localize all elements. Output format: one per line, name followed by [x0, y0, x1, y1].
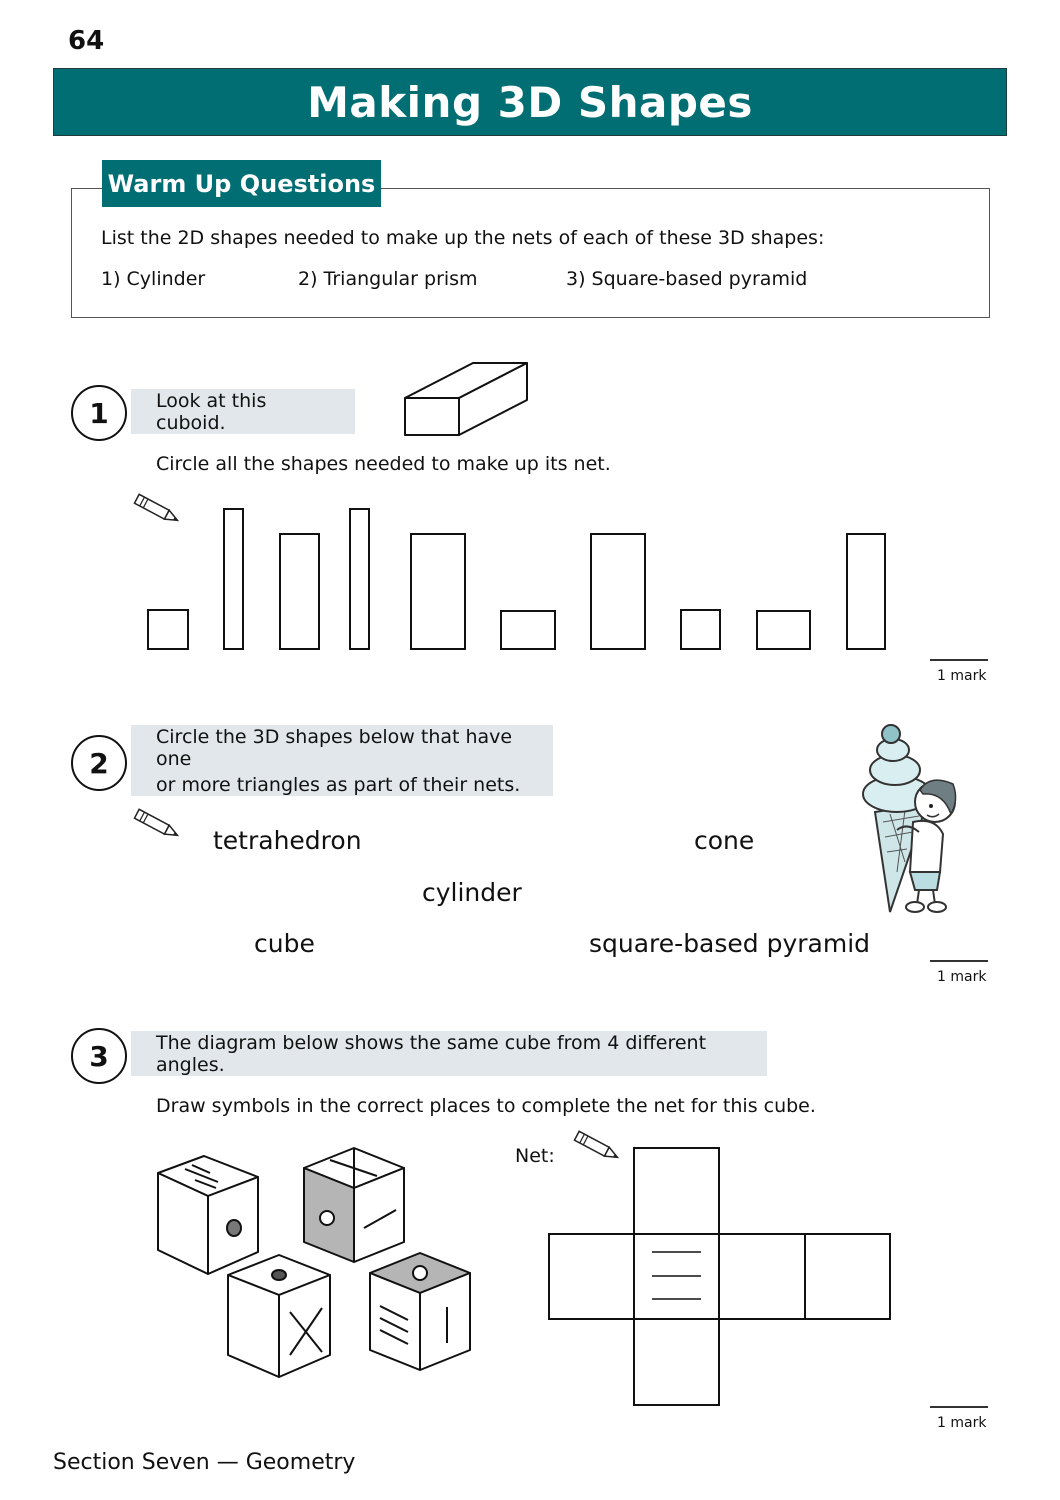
question-3-prompt-box [131, 1031, 767, 1076]
question-2-number: 2 [71, 735, 127, 791]
rect-option-9[interactable] [757, 611, 810, 649]
net-face-right[interactable] [719, 1234, 805, 1319]
rect-option-1[interactable] [148, 610, 188, 649]
mark-line [930, 659, 988, 661]
question-1-instruction: Circle all the shapes needed to make up its net. [156, 453, 611, 475]
net-face-bottom[interactable] [634, 1319, 719, 1405]
warm-up-heading: Warm Up Questions [107, 169, 376, 198]
rect-option-4[interactable] [350, 509, 369, 649]
shape-option-cube[interactable]: cube [254, 929, 315, 958]
net-face-top[interactable] [634, 1148, 719, 1234]
question-2-mark: 1 mark [937, 969, 987, 985]
cube-view-2 [304, 1148, 404, 1262]
question-3-prompt: The diagram below shows the same cube from 4 different angles. [156, 1031, 707, 1076]
cube-view-3 [228, 1255, 330, 1377]
rect-option-3[interactable] [280, 534, 319, 649]
cube-view-4 [370, 1253, 470, 1370]
pencil-icon [130, 808, 186, 842]
warm-up-item-3: 3) Square-based pyramid [566, 268, 808, 290]
cube-view-1 [158, 1156, 258, 1274]
shape-option-tetrahedron[interactable]: tetrahedron [213, 826, 362, 855]
warm-up-item-2: 2) Triangular prism [298, 268, 478, 290]
question-1-prompt-box [131, 389, 355, 434]
rect-option-7[interactable] [591, 534, 645, 649]
warm-up-instruction: List the 2D shapes needed to make up the nets of each of these 3D shapes: [101, 227, 825, 249]
title-bar [53, 68, 1007, 136]
cuboid-diagram [400, 358, 535, 440]
rectangle-options [140, 500, 900, 660]
mark-line [930, 960, 988, 962]
rect-option-5[interactable] [411, 534, 465, 649]
page-number: 64 [68, 26, 105, 56]
question-2-prompt-box [131, 725, 553, 796]
question-3-mark: 1 mark [937, 1415, 987, 1431]
shape-option-cone[interactable]: cone [694, 826, 755, 855]
question-1-number: 1 [71, 385, 127, 441]
question-1-mark: 1 mark [937, 668, 987, 684]
warm-up-tab [102, 160, 381, 207]
net-label: Net: [515, 1145, 555, 1167]
net-face-far-right[interactable] [805, 1234, 890, 1319]
ice-cream-character-illustration [835, 722, 965, 917]
shape-option-square-based-pyramid[interactable]: square-based pyramid [589, 929, 871, 958]
question-3-instruction: Draw symbols in the correct places to complete the net for this cube. [156, 1095, 816, 1117]
mark-line [930, 1406, 988, 1408]
page-title: Making 3D Shapes [307, 77, 753, 127]
warm-up-item-1: 1) Cylinder [101, 268, 206, 290]
question-3-number: 3 [71, 1028, 127, 1084]
warm-up-box [71, 188, 990, 318]
rect-option-10[interactable] [847, 534, 885, 649]
net-face-left[interactable] [549, 1234, 634, 1319]
question-2-prompt-line-2: or more triangles as part of their nets. [156, 773, 521, 796]
cube-views-diagram [150, 1140, 480, 1385]
rect-option-8[interactable] [681, 610, 720, 649]
shape-option-cylinder[interactable]: cylinder [422, 878, 522, 907]
question-1-prompt: Look at this cuboid. [156, 389, 267, 434]
rect-option-2[interactable] [224, 509, 243, 649]
rect-option-6[interactable] [501, 611, 555, 649]
cube-net [545, 1145, 895, 1410]
question-2-prompt-line-1: Circle the 3D shapes below that have one [156, 725, 513, 770]
section-footer: Section Seven — Geometry [53, 1450, 356, 1475]
